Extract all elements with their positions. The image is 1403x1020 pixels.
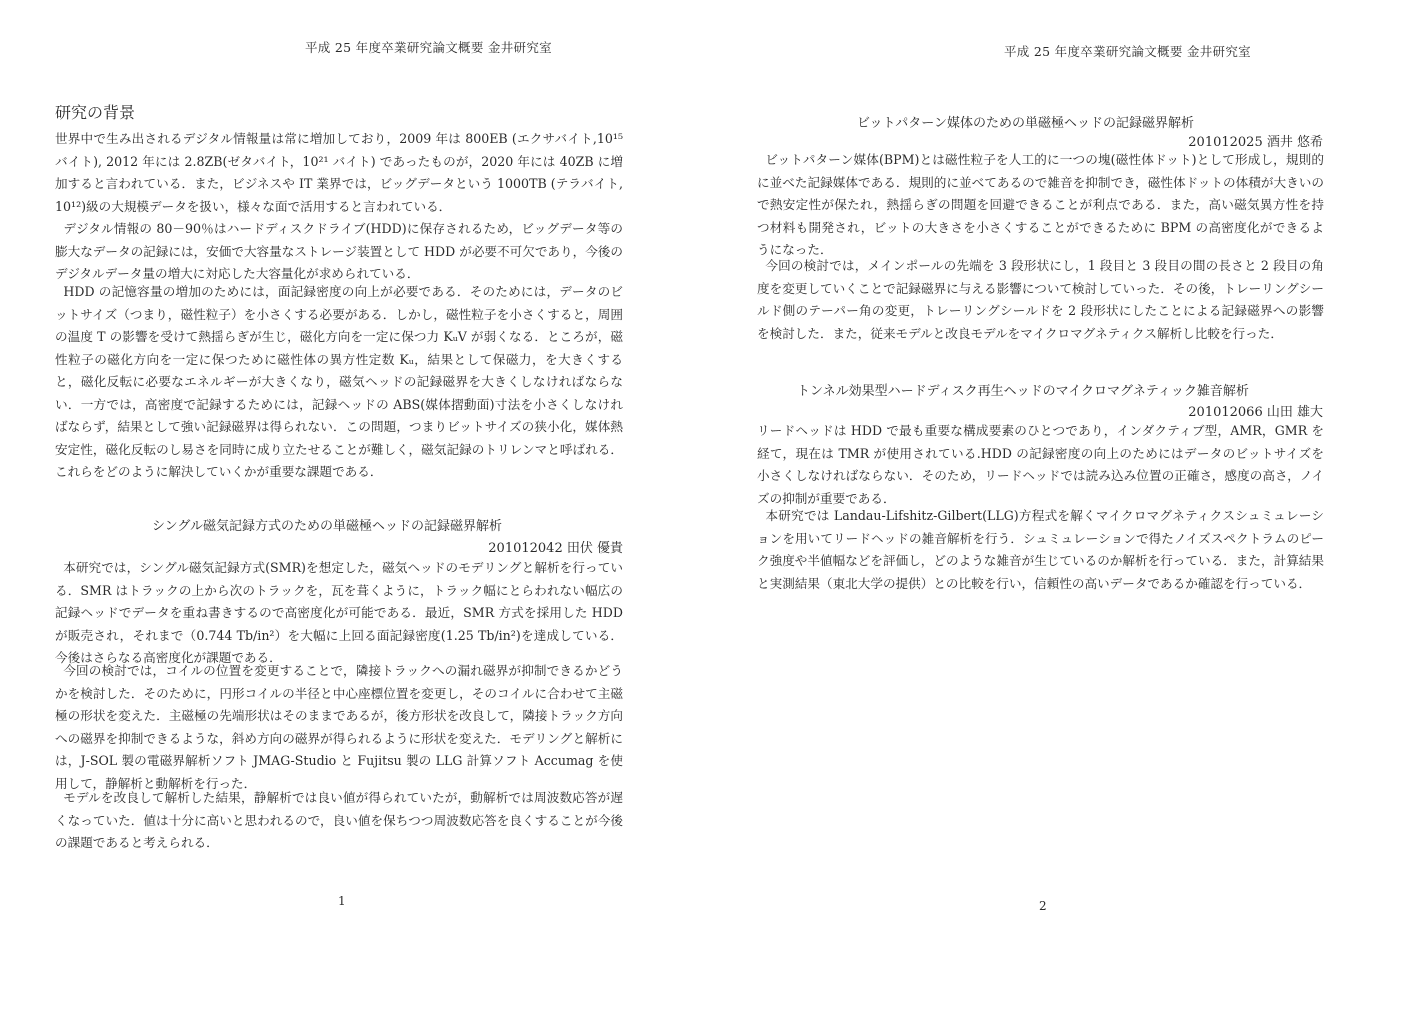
left-page — [0, 0, 700, 1020]
abstract-author: 201012025 酒井 悠希 — [1188, 135, 1323, 150]
abstract-title: トンネル効果型ハードディスク再生ヘッドのマイクロマグネティック雑音解析 — [797, 384, 1249, 399]
page-number: 2 — [1039, 899, 1047, 913]
abstract-paragraph-2: 今回の検討では，コイルの位置を変更することで，隣接トラックへの漏れ磁界が抑制できるかどうかを検討した．そのために，円形コイルの半径と中心座標位置を変更し，そのコイルに合わせて主磁極の形状を変えた．主磁極の先端形状はそのままであるが，後方形状を改良して，隣接トラック方向への磁界を抑制できるような，斜め方向の磁界が得られるように形状を変えた．モデリングと解析には，J-SOL 製の電磁界解析ソフト JMAG-Studio と Fujitsu 製の LLG 計算ソフト Accumag を使用して，静解析と動解析を行った． — [55, 663, 623, 791]
page-number: 1 — [338, 894, 346, 908]
background-paragraph-2: デジタル情報の 80－90％はハードディスクドライブ(HDD)に保存されるため，ビッグデータ等の膨大なデータの記録には，安価で大容量なストレージ装置として HDD が必要不可欠であり，今後のデジタルデータ量の増大に対応した大容量化が求められている． — [55, 221, 624, 281]
abstract-paragraph-3: モデルを改良して解析した結果，静解析では良い値が得られていたが，動解析では周波数応答が遅くなっていた．値は十分に高いと思われるので，良い値を保ちつつ周波数応答を良くすることが今後の課題であると考えられる． — [55, 790, 623, 850]
page-header: 平成 25 年度卒業研究論文概要 金井研究室 — [1004, 44, 1251, 59]
abstract-paragraph-1: 本研究では，シングル磁気記録方式(SMR)を想定した，磁気ヘッドのモデリングと解析を行っている．SMR はトラックの上から次のトラックを，瓦を葺くように，トラック幅にとらわれない幅広の記録ヘッドでデータを重ね書きするので高密度化が可能である．最近，SMR 方式を採用した HDD が販売され，それまで（0.744 Tb/in²）を大幅に上回る面記録密度(1.25 Tb/in²)を達成している．今後はさらなる高密度化が課題である． — [55, 560, 628, 665]
abstract-paragraph-2: 本研究では Landau-Lifshitz-Gilbert(LLG)方程式を解くマイクロマグネティクスシュミュレーションを用いてリードヘッドの雑音解析を行う．シュミュレーションで得たノイズスペクトラムのピーク強度や半値幅などを評価し，どのような雑音が生じているのか解析を行っている．また，計算結果と実測結果（東北大学の提供）との比較を行い，信頼性の高いデータであるか確認を行っている． — [757, 508, 1324, 591]
page-header: 平成 25 年度卒業研究論文概要 金井研究室 — [305, 40, 552, 55]
background-paragraph-3: HDD の記憶容量の増加のためには，面記録密度の向上が必要である．そのためには，データのビットサイズ（つまり，磁性粒子）を小さくする必要がある．しかし，磁性粒子を小さくすると，周囲の温度 T の影響を受けて熱揺らぎが生じ，磁化方向を一定に保つ力 KᵤV が弱くなる．ところが，磁性粒子の磁化方向を一定に保つために磁性体の異方性定数 Kᵤ，結果として保磁力，を大きくすると，磁化反転に必要なエネルギーが大きくなり，磁気ヘッドの記録磁界を大きくしなければならない．一方では，高密度で記録するためには，記録ヘッドの ABS(媒体摺動面)寸法を小さくしなければならず，結果として強い記録磁界は得られない．この問題，つまりビットサイズの狭小化，媒体熱安定性，磁化反転のし易さを同時に成り立たせることが難しく，磁気記録のトリレンマと呼ばれる．これらをどのように解決していくかが重要な課題である． — [55, 284, 623, 479]
section-title: 研究の背景 — [55, 103, 136, 122]
abstract-paragraph-2: 今回の検討では，メインポールの先端を 3 段形状にし，1 段目と 3 段目の間の長さと 2 段目の角度を変更していくことで記録磁界に与える影響について検討していった．その後，トレーリングシールド側のテーパー角の変更，トレーリングシールドを 2 段形状にしたことによる記録磁界への影響を検討した．また，従来モデルと改良モデルをマイクロマグネティクス解析し比較を行った． — [757, 258, 1324, 341]
right-page — [700, 0, 1403, 1020]
abstract-paragraph-1: リードヘッドは HDD で最も重要な構成要素のひとつであり，インダクティブ型，AMR，GMR を経て，現在は TMR が使用されている.HDD の記録密度の向上のためにはデータのビットサイズを小さくしなければならない．そのため，リードヘッドでは読み込み位置の正確さ，感度の高さ，ノイズの抑制が重要である． — [757, 423, 1324, 506]
abstract-title: シングル磁気記録方式のための単磁極ヘッドの記録磁界解析 — [152, 519, 503, 534]
background-paragraph-1: 世界中で生み出されるデジタル情報量は常に増加しており，2009 年は 800EB (エクサバイト,10¹⁵ バイト), 2012 年には 2.8ZB(ゼタバイト，10²¹ バイト) であったものが，2020 年には 40ZB に増加すると言われている．また，ビジネスや IT 業界では，ビッグデータという 1000TB (テラバイト, 10¹²)級の大規模データを扱い，様々な面で活用すると言われている． — [55, 131, 628, 214]
abstract-title: ビットパターン媒体のための単磁極ヘッドの記録磁界解析 — [857, 116, 1194, 131]
abstract-author: 201012066 山田 雄大 — [1188, 405, 1323, 420]
abstract-author: 201012042 田伏 優貴 — [488, 541, 623, 556]
abstract-paragraph-1: ビットパターン媒体(BPM)とは磁性粒子を人工的に一つの塊(磁性体ドット)として形成し，規則的に並べた記録媒体である．規則的に並べてあるので雑音を抑制でき，磁性体ドットの体積が大きいので熱安定性が保たれ，熱揺らぎの問題を回避できることが利点である．また，高い磁気異方性を持つ材料も開発され，ビットの大きさを小さくすることができるために BPM の高密度化ができるようになった． — [757, 152, 1325, 257]
